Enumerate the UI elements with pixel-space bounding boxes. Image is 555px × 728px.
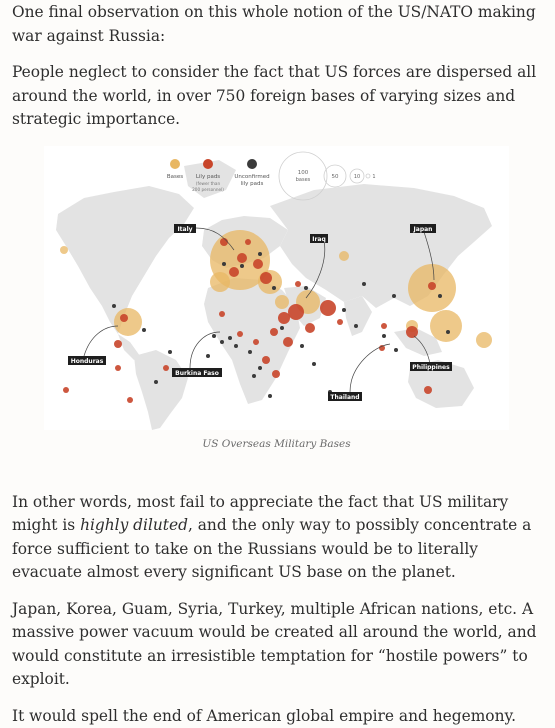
label-italy: Italy — [177, 226, 192, 233]
paragraph-3 — [12, 491, 545, 585]
paragraph-2: People neglect to consider the fact that US forces are dispersed all around the world, in over 750 foreign bases of varying sizes and strategic importance. — [12, 61, 545, 132]
world-map-image — [44, 146, 509, 430]
legend-size-1: 1 — [372, 174, 375, 180]
label-thailand: Thailand — [330, 394, 359, 401]
label-japan: Japan — [413, 226, 433, 233]
paragraph-3-start: In other words, most fail to appreciate the fact that US military might is — [12, 493, 508, 535]
paragraph-3-emphasis: highly diluted — [80, 516, 188, 534]
legend-lily-pads: Lily pads — [196, 174, 220, 180]
legend-size-50: 50 — [332, 174, 339, 180]
figure-caption: US Overseas Military Bases — [44, 438, 509, 450]
legend-lily-note-2: 200 personnel) — [192, 187, 224, 192]
paragraph-1: One final observation on this whole notion of the US/NATO making war against Russia: — [12, 0, 545, 48]
legend-unconfirmed-2: lily pads — [241, 181, 264, 187]
label-honduras: Honduras — [71, 358, 104, 365]
legend-bases: Bases — [167, 174, 183, 180]
label-philippines: Philippines — [412, 364, 450, 371]
legend-size-100-sub: bases — [296, 177, 311, 183]
paragraph-5: It would spell the end of American global empire and hegemony. — [12, 705, 545, 728]
legend-lily-note-1: (fewer than — [196, 181, 221, 186]
label-burkina-faso: Burkina Faso — [175, 370, 219, 377]
legend-size-10: 10 — [354, 174, 360, 180]
label-iraq: Iraq — [312, 236, 326, 243]
legend-size-100: 100 — [298, 170, 309, 176]
figure — [44, 146, 509, 450]
legend-unconfirmed-1: Unconfirmed — [234, 174, 269, 180]
paragraph-3-end: , and the only way to possibly concentrate a force sufficient to take on the Russians would be to literally evacuate almost every significant US base on the planet. — [12, 516, 531, 581]
paragraph-4: Japan, Korea, Guam, Syria, Turkey, multiple African nations, etc. A massive power vacuum would be created all around the world, and would constitute an irresistible temptation for “hostile powers” to exploit. — [12, 598, 545, 692]
